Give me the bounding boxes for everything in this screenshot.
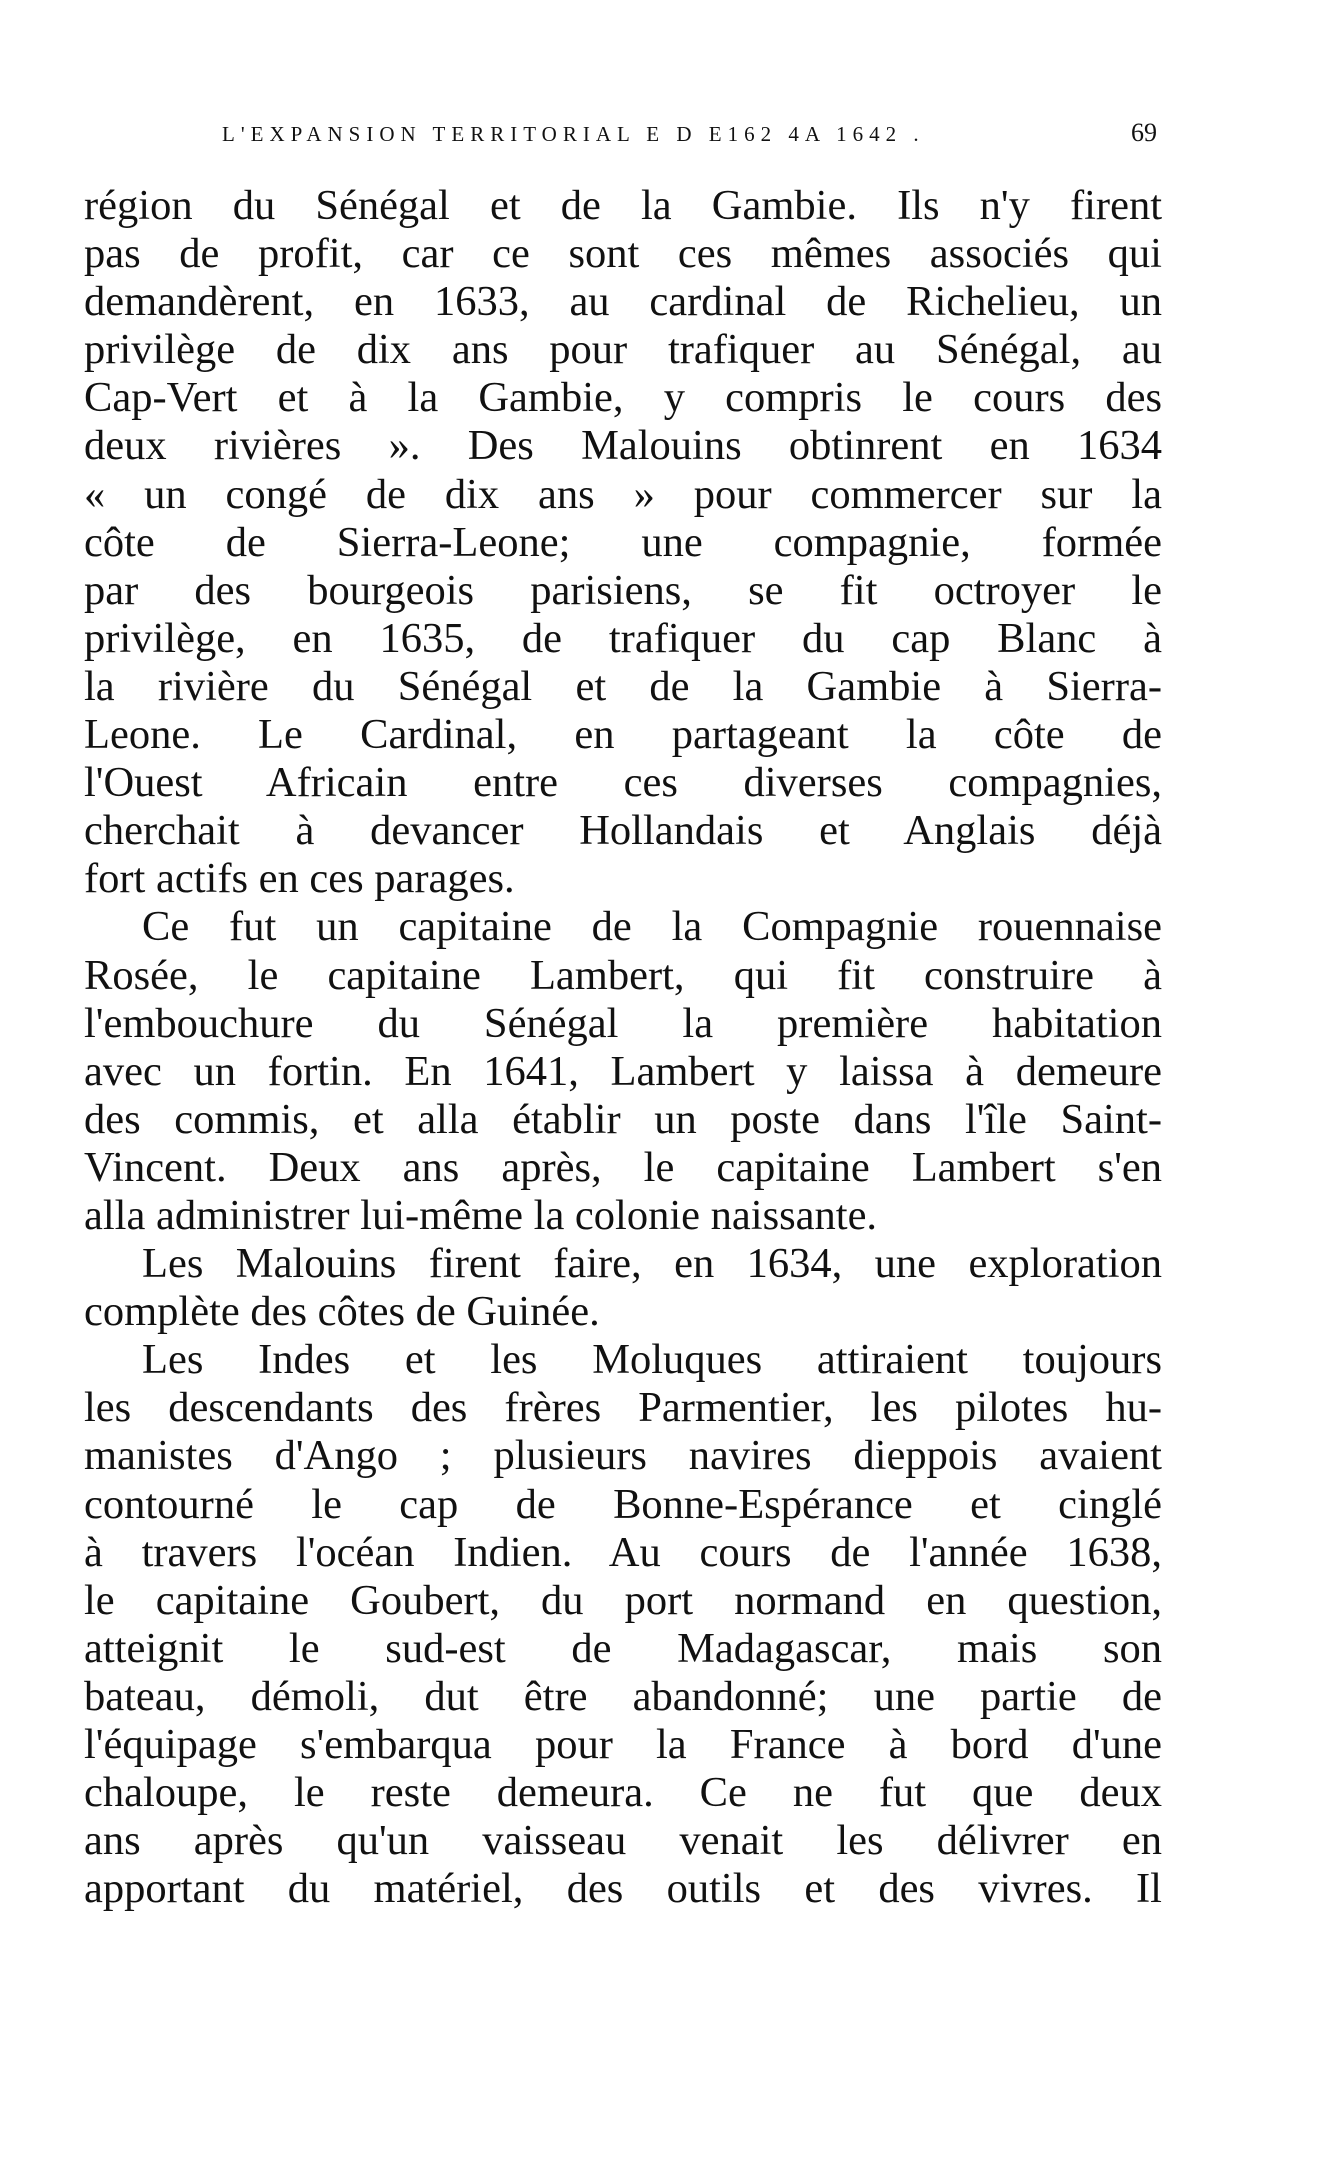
text-line: l'équipage s'embarqua pour la France à bord d'une [84, 1721, 1162, 1768]
text-line: l'embouchure du Sénégal la première habitation [84, 999, 1162, 1047]
paragraph [84, 903, 1162, 1240]
text-line: Les Indes et les Moluques attiraient toujours [142, 1336, 1162, 1384]
text-line: manistes d'Ango ; plusieurs navires dieppois avaient [84, 1432, 1162, 1480]
text-line: Ce fut un capitaine de la Compagnie rouennaise [142, 903, 1162, 951]
text-line: côte de Sierra-Leone; une compagnie, formée [84, 518, 1162, 566]
text-line: Leone. Le Cardinal, en partageant la côte de [84, 711, 1162, 759]
text-line: l'Ouest Africain entre ces diverses compagnies, [84, 759, 1162, 807]
text-line: Vincent. Deux ans après, le capitaine Lambert s'en [84, 1143, 1162, 1191]
paragraph [84, 1240, 1162, 1336]
paragraph [84, 1336, 1162, 1913]
text-line: privilège de dix ans pour trafiquer au Sénégal, au [84, 326, 1162, 374]
text-line: chaloupe, le reste demeura. Ce ne fut que deux [84, 1769, 1162, 1817]
text-line: pas de profit, car ce sont ces mêmes associés qui [84, 230, 1162, 278]
text-line: demandèrent, en 1633, au cardinal de Richelieu, un [84, 278, 1162, 326]
text-line: à travers l'océan Indien. Au cours de l'année 1638, [84, 1528, 1162, 1576]
text-line: alla administrer lui-même la colonie naissante. [84, 1191, 878, 1239]
text-line: région du Sénégal et de la Gambie. Ils n'y firent [84, 182, 1162, 229]
text-line: apportant du matériel, des outils et des vivres. Il [84, 1865, 1162, 1913]
running-title: L'EXPANSION TERRITORIAL E D E162 4A 1642 . [222, 122, 925, 146]
running-header [222, 118, 1157, 150]
body-text [84, 182, 1162, 1913]
text-line: la rivière du Sénégal et de la Gambie à Sierra- [84, 662, 1162, 710]
text-line: fort actifs en ces parages. [84, 855, 515, 903]
text-line: avec un fortin. En 1641, Lambert y laissa à demeure [84, 1047, 1162, 1095]
text-line: par des bourgeois parisiens, se fit octroyer le [84, 566, 1162, 614]
text-line: cherchait à devancer Hollandais et Anglais déjà [84, 807, 1162, 855]
text-line: ans après qu'un vaisseau venait les délivrer en [84, 1817, 1162, 1865]
text-line: des commis, et alla établir un poste dans l'île Saint- [84, 1095, 1162, 1143]
text-line: Cap-Vert et à la Gambie, y compris le cours des [84, 374, 1162, 422]
text-line: « un congé de dix ans » pour commercer sur la [84, 470, 1162, 518]
page-number: 69 [1131, 118, 1157, 147]
text-line: privilège, en 1635, de trafiquer du cap Blanc à [84, 614, 1162, 662]
text-line: deux rivières ». Des Malouins obtinrent en 1634 [84, 422, 1162, 470]
text-line: contourné le cap de Bonne-Espérance et cinglé [84, 1480, 1162, 1528]
text-line: les descendants des frères Parmentier, les pilotes hu- [84, 1384, 1162, 1432]
text-line: bateau, démoli, dut être abandonné; une partie de [84, 1672, 1162, 1720]
text-line: atteignit le sud-est de Madagascar, mais son [84, 1624, 1162, 1672]
text-line: Les Malouins firent faire, en 1634, une exploration [142, 1240, 1162, 1288]
paragraph [84, 182, 1162, 903]
text-line: le capitaine Goubert, du port normand en question, [84, 1576, 1162, 1624]
text-line: Rosée, le capitaine Lambert, qui fit construire à [84, 951, 1162, 999]
text-line: complète des côtes de Guinée. [84, 1288, 600, 1336]
